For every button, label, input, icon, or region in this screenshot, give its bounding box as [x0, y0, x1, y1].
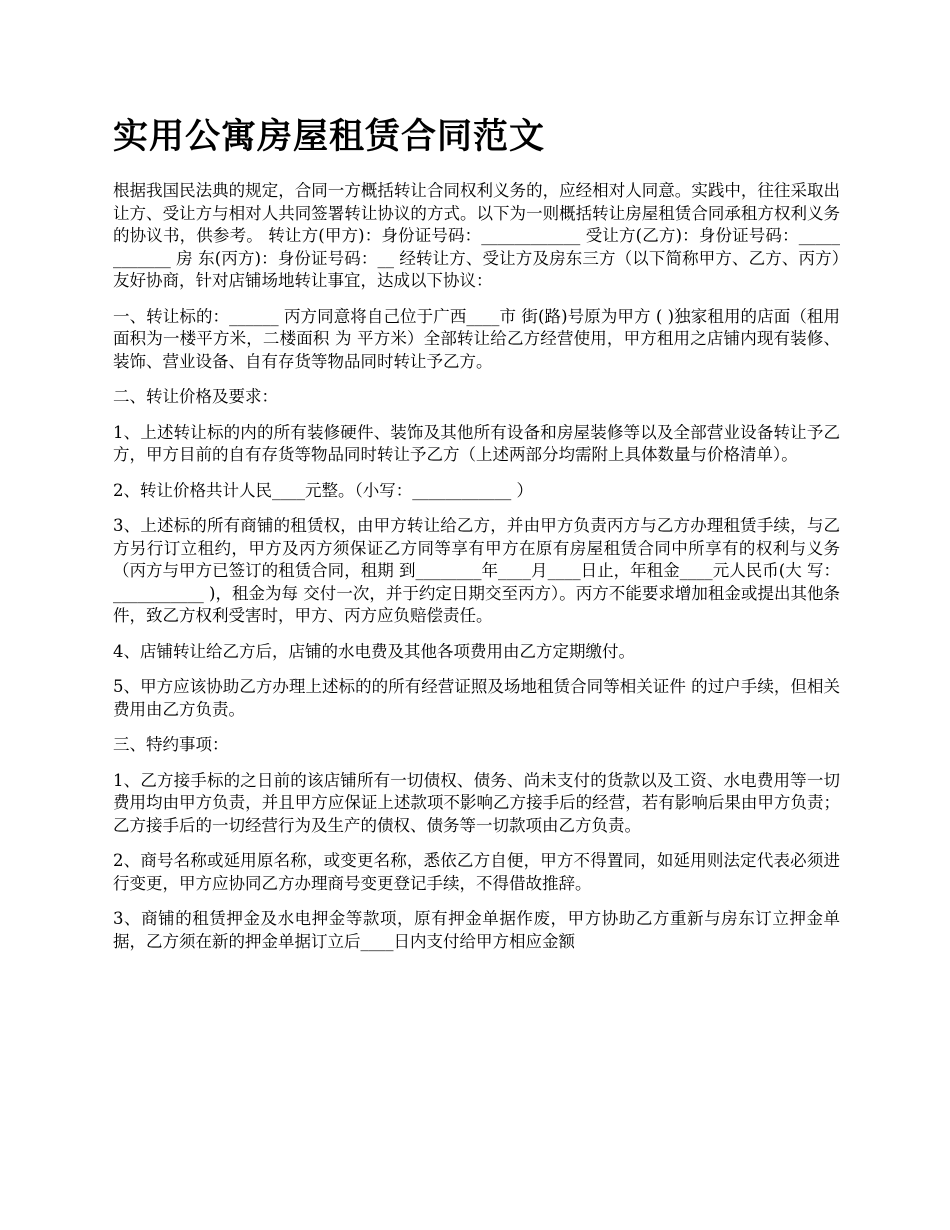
- paragraph-price-2: 2、转让价格共计人民____元整。（小写：____________ ）: [113, 480, 533, 500]
- document-body: [113, 180, 840, 953]
- paragraph-price-3: 3、上述标的所有商铺的租赁权，由甲方转让给乙方，并由甲方负责丙方与乙方办理租赁手续，与乙方另行订立租约，甲方及丙方须保证乙方同等享有甲方在原有房屋租赁合同中所享有的权利与义务（丙方与甲方已签订的租赁合同，租期 到________年____月____日止，年租金____元人民币(大 写：___________ )，租金为每 交付一次，并于约定日期交至丙方）。丙方不能要求增加租金或提出其他条件，致乙方权利受害时，甲方、丙方应负赔偿责任。: [113, 516, 840, 625]
- paragraph-special-2: 2、商号名称或延用原名称，或变更名称，悉依乙方自便，甲方不得置同，如延用则法定代表必须进行变更，甲方应协同乙方办理商号变更登记手续，不得借故推辞。: [113, 851, 840, 893]
- paragraph-intro: 根据我国民法典的规定，合同一方概括转让合同权利义务的，应经相对人同意。实践中，往往采取出让方、受让方与相对人共同签署转让协议的方式。以下为一则概括转让房屋租赁合同承租方权利义务的协议书，供参考。 转让方(甲方)：身份证号码：____________ 受让方(乙方)：身份证号码：____________ 房 东(丙方)：身份证号码：__ 经转让方、受让方及房东三方（以下简称甲方、乙方、丙方）友好协商，针对店铺场地转让事宜，达成以下协议：: [113, 181, 840, 290]
- section-heading-special-terms: 三、特约事项：: [113, 735, 229, 754]
- document-page: [113, 0, 840, 966]
- paragraph-price-5: 5、甲方应该协助乙方办理上述标的的所有经营证照及场地租赁合同等相关证件 的过户手续，但相关费用由乙方负责。: [113, 677, 840, 719]
- section-heading-price: 二、转让价格及要求：: [113, 387, 278, 406]
- paragraph-special-1: 1、乙方接手标的之日前的该店铺所有一切债权、债务、尚未支付的货款以及工资、水电费用等一切费用均由甲方负责，并且甲方应保证上述款项不影响乙方接手后的经营，若有影响后果由甲方负责；乙方接手后的一切经营行为及生产的债权、债务等一切款项由乙方负责。: [113, 770, 840, 835]
- paragraph-price-1: 1、上述转让标的内的所有装修硬件、装饰及其他所有设备和房屋装修等以及全部营业设备转让予乙方，甲方目前的自有存货等物品同时转让予乙方（上述两部分均需附上具体数量与价格清单）。: [113, 422, 840, 464]
- paragraph-transfer-subject: 一、转让标的：______ 丙方同意将自己位于广西____市 街(路)号原为甲方 ( )独家租用的店面（租用面积为一楼平方米，二楼面积 为 平方米）全部转让给乙方经营使用，甲方租用之店铺内现有装修、装饰、营业设备、自有存货等物品同时转让予乙方。: [113, 306, 840, 371]
- paragraph-special-3: 3、商铺的租赁押金及水电押金等款项，原有押金单据作废，甲方协助乙方重新与房东订立押金单据，乙方须在新的押金单据订立后____日内支付给甲方相应金额: [113, 909, 840, 951]
- document-title: 实用公寓房屋租赁合同范文: [113, 116, 546, 157]
- paragraph-price-4: 4、店铺转让给乙方后，店铺的水电费及其他各项费用由乙方定期缴付。: [113, 641, 635, 661]
